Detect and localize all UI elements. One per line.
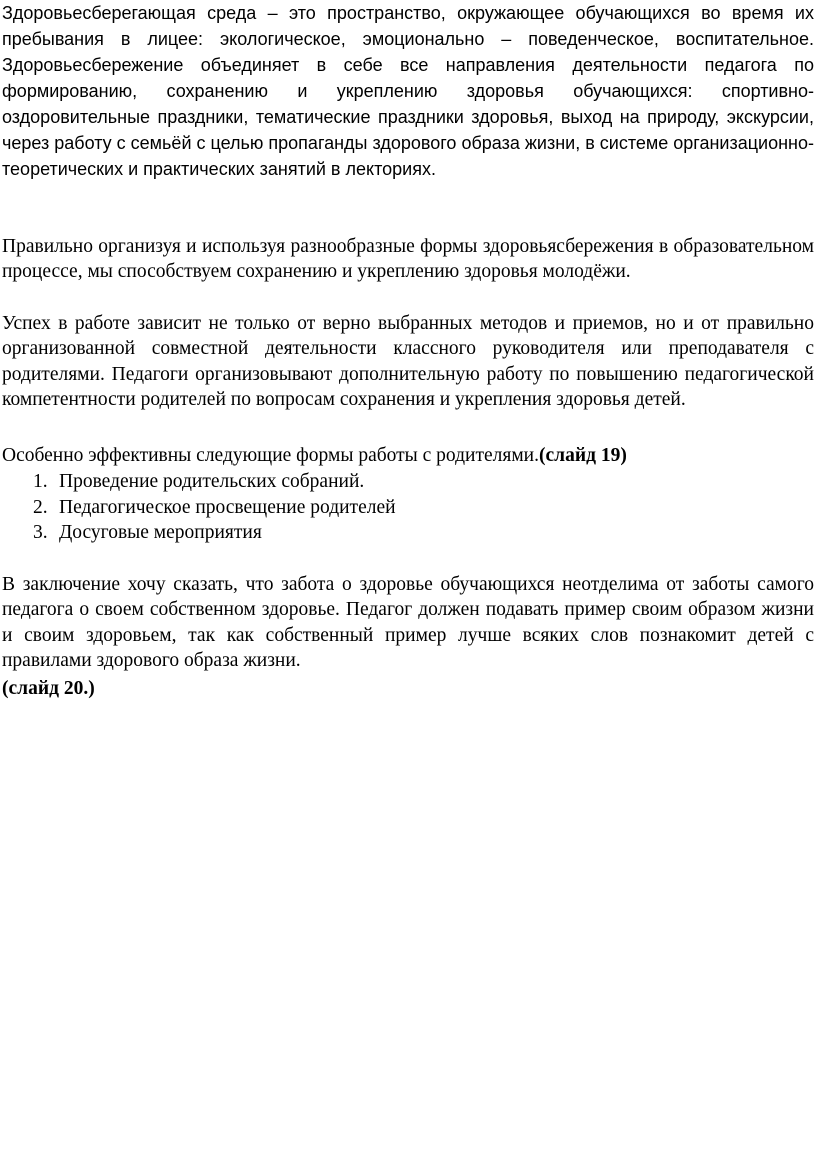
paragraph-conclusion: В заключение хочу сказать, что забота о здоровье обучающихся неотделима от заботы самого педагога о своем собственном здоровье. Педагог должен подавать пример своим образом жизни и своим здоровьем, так как собственный пример лучше всяких слов познакомит детей с правилами здорового образа жизни. [2, 574, 814, 672]
list-item-number: 1. [33, 471, 48, 492]
paragraph-health-forms: Правильно организуя и используя разнообразные формы здоровьясбережения в образовательном процессе, мы способствуем сохранению и укреплению здоровья молодёжи. [2, 236, 814, 283]
list-item-number: 3. [33, 522, 48, 544]
slide-20-label: (слайд 20.) [2, 678, 95, 699]
paragraph-health-environment: Здоровьесберегающая среда – это пространство, окружающее обучающихся во время их пребывания в лицее: экологическое, эмоционально – поведенческое, воспитательное. Здоровьесбережение объединяет в себе все направления деятельности педагога по формированию, сохранению и укреплению здоровья обучающихся: спортивно- оздоровительные праздники, тематические праздники здоровья, выход на природу, экскурсии, через работу с семьёй с целью пропаганды здорового образа жизни, в системе организационно- теоретических и практических занятий в лекториях. [2, 3, 814, 179]
parent-work-list [2, 469, 802, 546]
list-item [2, 495, 802, 521]
paragraph-success-work: Успех в работе зависит не только от верно выбранных методов и приемов, но и от правильно организованной совместной деятельности классного руководителя или преподавателя с родителями. Педагоги организовывают дополнительную работу по повышению педагогической компетентности родителей по вопросам сохранения и укрепления здоровья детей. [2, 313, 814, 411]
parent-forms-text: Особенно эффективны следующие формы работы с родителями. [2, 445, 539, 466]
list-item [2, 520, 802, 546]
slide-19-label: (слайд 19) [539, 445, 627, 466]
list-item-text: Проведение родительских собраний. [59, 471, 365, 492]
list-item [2, 469, 802, 495]
paragraph-slide-20 [2, 676, 814, 701]
list-item-text: Педагогическое просвещение родителей [59, 496, 396, 518]
paragraph-parent-forms [2, 443, 814, 468]
list-item-text: Досуговые мероприятия [59, 522, 262, 544]
list-item-number: 2. [33, 496, 48, 518]
